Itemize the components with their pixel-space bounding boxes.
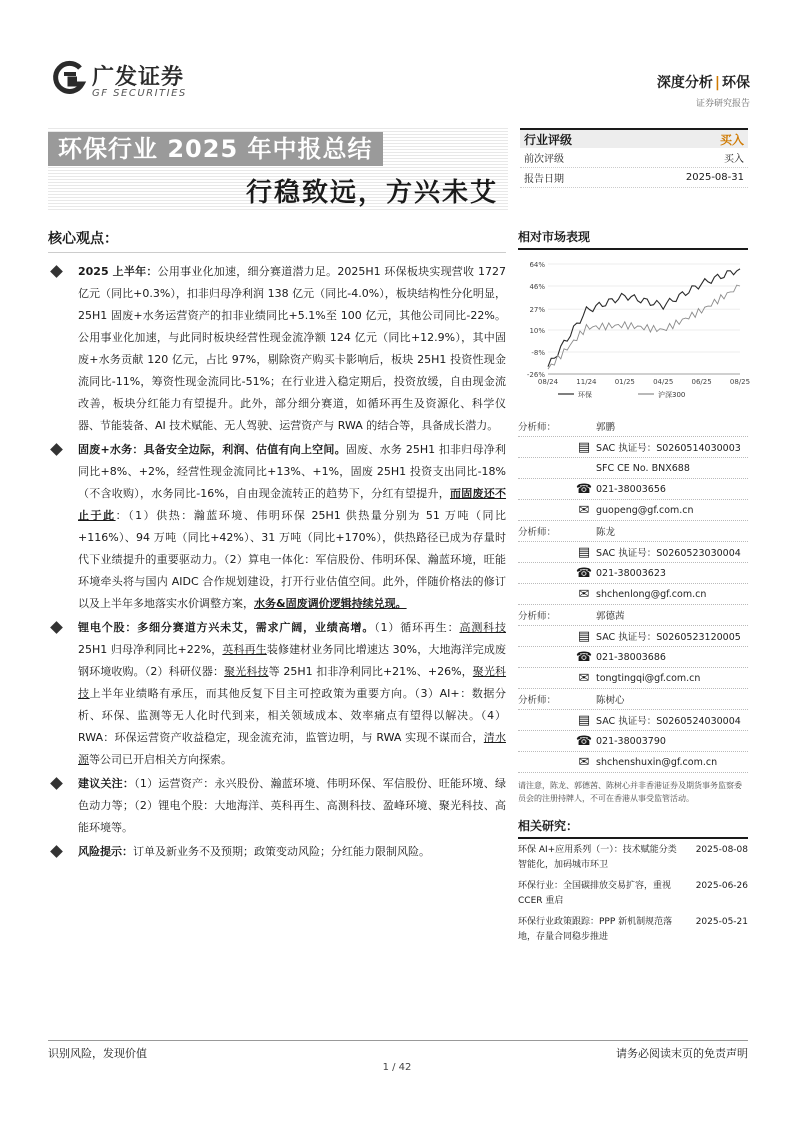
bullet-waste-water: [48, 439, 506, 615]
report-type: 深度分析 | 环保: [656, 75, 750, 91]
related-item-date: 2025-06-26: [695, 881, 748, 891]
analyst-value: 陈树心: [596, 695, 625, 706]
bullet-text: 上半年业绩略有承压，而其他反复下目主可控政策为重要方向。（3）AI+：数据分析、环保、监测等无人化时代到来，相关领域成本、效率痛点有望得以解决。（4）RWA：环保运营资产收益稳定，现金流充沛，监管边明，与 RWA 实现不谋而合，: [78, 687, 507, 744]
report-title: 环保行业 2025 年中报总结: [48, 132, 383, 166]
related-item-date: 2025-05-21: [695, 917, 748, 927]
x-tick-label: 08/25: [729, 378, 751, 386]
rating-row-label: 前次评级: [524, 154, 564, 165]
bullet-lead: 建议关注：: [78, 777, 135, 790]
analyst-row: [518, 752, 748, 773]
y-tick-label: -8%: [531, 349, 545, 357]
rating-row-value: 2025-08-31: [685, 172, 744, 183]
x-tick-label: 04/25: [653, 378, 674, 386]
y-tick-label: 64%: [529, 261, 545, 269]
x-tick-label: 08/24: [537, 378, 559, 386]
bullet-text: 固废、水务 25H1 扣非归母净利同比+8%、+2%，经营性现金流同比+13%、+1%，固废 25H1 投资支出同比-18%（不含收购），水务同比-16%，自由现金流转正的趋势下，分红有望提升，: [78, 443, 507, 500]
core-views-title: 核心观点：: [48, 228, 506, 253]
market-chart-svg: [518, 254, 751, 404]
bullet-underline: 聚光科技: [78, 665, 507, 700]
related-item-title: 环保行业政策跟踪：PPP 新机制规范落地，存量合同稳步推进: [518, 917, 673, 942]
analyst-label: 分析师：: [518, 695, 557, 706]
mail-icon: ✉: [578, 502, 590, 518]
bullet-growth: [48, 617, 506, 771]
analyst-value: SAC 执证号：S0260523030004: [596, 548, 741, 559]
bullet-diamond-icon: [50, 621, 63, 634]
analyst-row: [518, 458, 748, 479]
analyst-value: 021-38003686: [596, 651, 666, 663]
bullet-diamond-icon: [50, 845, 63, 858]
x-tick-label: 06/25: [691, 378, 712, 386]
related-item[interactable]: [518, 843, 748, 873]
phone-icon: ☎: [575, 649, 593, 665]
gf-logo: [50, 58, 210, 104]
id-card-icon: ▤: [577, 544, 591, 560]
rating-head-label: 行业评级: [524, 132, 573, 147]
report-category: 证券研究报告: [695, 99, 750, 109]
bullet-lead: 2025 上半年：: [78, 265, 158, 278]
mail-icon: ✉: [578, 586, 590, 602]
blank-icon: [572, 691, 596, 707]
industry-label: 环保: [722, 75, 750, 91]
bullet-text: 公用事业化加速，细分赛道潜力足。2025H1 环保板块实现营收 1727 亿元（同比+0.3%），扣非归母净利润 138 亿元（同比-4.0%），板块结构性分化明显，25H1 固废+水务运营资产的扣非业绩同比+5.1%至 100 亿元，其他公司同比-22%。公用事业化加速，与此同时板块经营性现金流净额 124 亿元（同比+12.9%），其中固废+水务贡献 120 亿元，占比 97%，剔除资产购买卡影响后，板块 25H1 投资性现金流同比-11%，筹资性现金流同比-51%；在行业进入稳定期后，投资放缓，自由现金流改善，板块分红能力有望提升。此外，部分细分赛道，如循环再生及资源化、科学仪器、节能装备、AI 技术赋能、无人驾驶、运营资产与 RWA 的结合等，具备成长潜力。: [78, 265, 506, 432]
id-card-icon: ▤: [577, 628, 591, 644]
bullet-text: 25H1 归母净利同比+22%，: [78, 643, 223, 656]
y-tick-label: 46%: [529, 283, 545, 291]
analyst-value: 陈龙: [596, 527, 616, 538]
phone-icon: ☎: [575, 565, 593, 581]
core-views: [48, 228, 506, 865]
related-item-title: 环保行业：全国碳排放交易扩容，重视 CCER 重启: [518, 881, 672, 906]
bullet-underline: 清水源: [78, 731, 506, 766]
related-item[interactable]: [518, 915, 748, 945]
blank-icon: [572, 460, 596, 476]
analyst-value: SAC 执证号：S0260523120005: [596, 632, 741, 643]
analyst-email[interactable]: tongtingqi@gf.com.cn: [596, 672, 701, 684]
related-item-date: 2025-08-08: [695, 845, 748, 855]
page-number: 1 / 42: [382, 1062, 412, 1073]
footer-slogan: 识别风险，发现价值: [48, 1047, 147, 1060]
analyst-value: 021-38003623: [596, 567, 666, 579]
bullet-underline: 聚光科技: [224, 665, 269, 678]
analyst-row: [518, 437, 748, 458]
bullet-lead: 风险提示：: [78, 845, 133, 858]
phone-icon: ☎: [575, 481, 593, 497]
related-title: 相关研究：: [518, 817, 748, 839]
analyst-row: [518, 584, 748, 605]
market-title: 相对市场表现: [518, 228, 748, 250]
blank-icon: [572, 607, 596, 623]
analyst-row: [518, 689, 748, 710]
gf-logo-icon: [50, 62, 86, 98]
related-item[interactable]: [518, 879, 748, 909]
bullet-text: 等公司已开启相关方向探索。: [89, 753, 232, 766]
analyst-disclaimer: 请注意，陈龙、郭德茜、陈树心并非香港证券及期货事务监察委员会的注册持牌人，不可在香港从事受监管活动。: [518, 781, 742, 803]
phone-icon: ☎: [575, 733, 593, 749]
related-list: [518, 843, 748, 945]
analyst-email[interactable]: shchenshuxin@gf.com.cn: [596, 756, 718, 768]
rating-head-value: 买入: [719, 132, 744, 147]
bullet-text: （1）运营资产：永兴股份、瀚蓝环境、伟明环保、军信股份、旺能环境、绿色动力等；（2）锂电个股：大地海洋、英科再生、高测科技、盈峰环境、聚光科技、高能环境等。: [78, 777, 507, 834]
blank-icon: [572, 523, 596, 539]
analyst-value: SAC 执证号：S0260514030003: [596, 443, 741, 454]
rating-box: [520, 128, 748, 210]
analyst-list: [518, 416, 748, 773]
bullet-underline: 而固废还不止于此: [78, 487, 507, 522]
rating-row-label: 报告日期: [524, 174, 564, 185]
analyst-row: [518, 542, 748, 563]
analyst-row: [518, 605, 748, 626]
mail-icon: ✉: [578, 754, 590, 770]
id-card-icon: ▤: [577, 439, 591, 455]
analyst-value: SAC 执证号：S0260524030004: [596, 716, 741, 727]
bullet-underline: 高测科技: [459, 621, 507, 634]
analyst-value: 021-38003790: [596, 735, 666, 747]
rating-row-value: 买入: [724, 154, 744, 165]
bullet-text: 等 25H1 扣非净利同比+21%、+26%，: [268, 665, 473, 678]
y-tick-label: 10%: [529, 327, 545, 335]
bullet-text: （1）循环再生：: [374, 621, 460, 634]
logo-en-text: GF SECURITIES: [92, 88, 187, 99]
bullet-diamond-icon: [50, 443, 63, 456]
rating-head: [520, 128, 748, 148]
report-header: [50, 58, 750, 109]
analyst-row: [518, 647, 748, 668]
y-tick-label: 27%: [529, 306, 545, 315]
blank-icon: [572, 418, 596, 434]
bullet-diamond-icon: [50, 777, 63, 790]
analyst-value: 郭鹏: [596, 422, 616, 433]
bullet-risk: [48, 841, 506, 863]
side-panel: [518, 228, 751, 951]
bullet-underline: 英科再生: [222, 643, 267, 656]
x-tick-label: 01/25: [614, 378, 635, 386]
market-chart: [518, 254, 751, 404]
analyst-email[interactable]: guopeng@gf.com.cn: [596, 504, 694, 516]
analyst-row: [518, 479, 748, 500]
analyst-label: 分析师：: [518, 422, 557, 433]
rating-row: [520, 148, 748, 168]
bullet-text: 订单及新业务不及预期；政策变动风险；分红能力限制风险。: [133, 845, 430, 858]
analyst-row: [518, 668, 748, 689]
bullet-recommend: [48, 773, 506, 839]
related-research: [518, 817, 748, 945]
analyst-row: [518, 626, 748, 647]
analyst-row: [518, 710, 748, 731]
bullet-h1: [48, 261, 506, 437]
analyst-row: [518, 500, 748, 521]
related-item-title: 环保 AI+应用系列（一）：技术赋能分类智能化，加码城市环卫: [518, 845, 677, 870]
analyst-row: [518, 521, 748, 542]
footer-disclaimer-link[interactable]: 请务必阅读末页的免责声明: [616, 1047, 748, 1060]
report-type-label: 深度分析: [656, 75, 713, 91]
rating-row: [520, 168, 748, 188]
legend-label: 环保: [578, 391, 592, 399]
analyst-label: 分析师：: [518, 527, 557, 538]
bullet-underline: 水务&固废调价逻辑持续兑现。: [254, 597, 407, 610]
analyst-value: 郭德茜: [596, 611, 625, 622]
bullet-text: 装修建材业务同比增速达 30%，大地海洋完成废钢环境收购。（2）科研仪器：: [78, 643, 506, 678]
bullet-diamond-icon: [50, 265, 63, 278]
analyst-row: [518, 563, 748, 584]
analyst-row: [518, 731, 748, 752]
analyst-row: [518, 416, 748, 437]
report-subtitle: 行稳致远，方兴未艾: [245, 178, 498, 208]
bullet-text: ：（1）供热：瀚蓝环境、伟明环保 25H1 供热量分别为 51 万吨（同比+116%）、94 万吨（同比+42%）、31 万吨（同比+170%），供热路径已成为存量时代下业绩提升的重要驱动力。（2）算电一体化：军信股份、伟明环保、瀚蓝环境，旺能环境牵头将与国内 AIDC 合作规划建设，打开行业估值空间。此外，伴随价格法的修订以及上半年多地落实水价调整方案，: [78, 509, 507, 610]
analyst-value: 021-38003656: [596, 483, 666, 495]
analyst-email[interactable]: shchenlong@gf.com.cn: [596, 588, 707, 600]
x-tick-label: 11/24: [576, 378, 597, 386]
page-footer: [48, 1040, 748, 1061]
bullet-lead: 固废+水务：具备安全边际，利润、估值有向上空间。: [78, 443, 346, 456]
mail-icon: ✉: [578, 670, 590, 686]
analyst-label: 分析师：: [518, 611, 557, 622]
y-tick-label: -26%: [526, 371, 545, 379]
bullet-lead: 锂电个股：多细分赛道方兴未艾，需求广阔，业绩高增。: [78, 621, 375, 634]
legend-label: 沪深300: [658, 391, 686, 399]
logo-cn-text: 广发证券: [92, 65, 185, 90]
id-card-icon: ▤: [577, 712, 591, 728]
analyst-value: SFC CE No. BNX688: [596, 462, 690, 474]
